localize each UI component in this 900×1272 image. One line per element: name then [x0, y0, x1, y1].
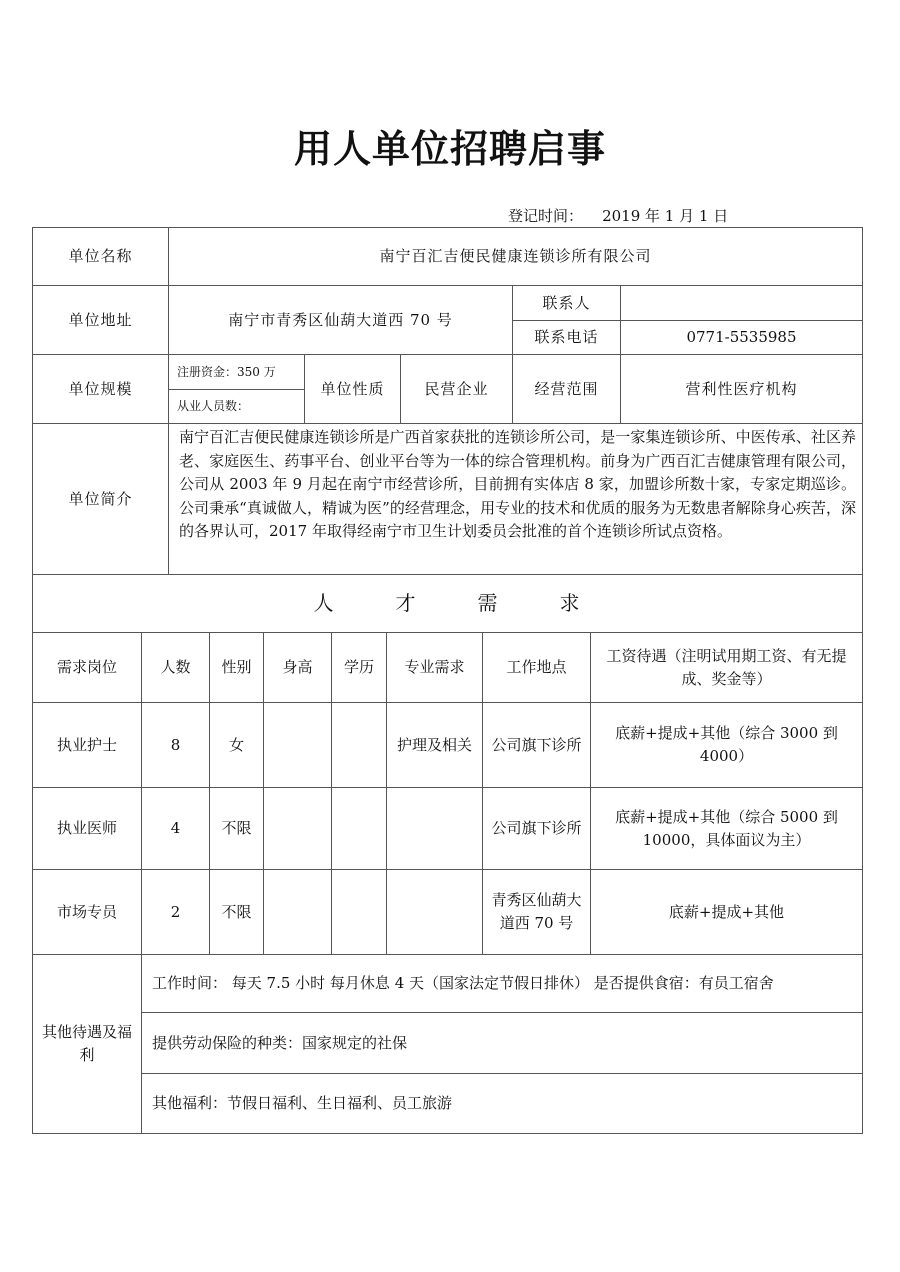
- banner-char: 求: [559, 591, 582, 615]
- contact-person-value: [620, 285, 863, 321]
- scope-value: 营利性医疗机构: [620, 354, 863, 424]
- nature-label: 单位性质: [304, 354, 401, 424]
- talent-banner: [32, 574, 863, 633]
- row-1-gender: 女: [209, 702, 264, 788]
- registration-value: 2019 年 1 月 1 日: [602, 207, 729, 225]
- banner-char: 人: [313, 591, 336, 615]
- header-education: 学历: [331, 632, 387, 703]
- header-position: 需求岗位: [32, 632, 142, 703]
- row-3-count: 2: [141, 869, 210, 955]
- address-label: 单位地址: [32, 285, 169, 355]
- phone-label: 联系电话: [512, 320, 621, 355]
- header-location: 工作地点: [482, 632, 591, 703]
- row-3-education: [331, 869, 387, 955]
- employee-count: 从业人员数：: [168, 389, 305, 424]
- scope-label: 经营范围: [512, 354, 621, 424]
- row-2-count: 4: [141, 787, 210, 870]
- row-2-gender: 不限: [209, 787, 264, 870]
- row-2-salary: 底薪+提成+其他（综合 5000 到 10000，具体面议为主）: [590, 787, 863, 870]
- nature-value: 民营企业: [400, 354, 513, 424]
- row-3-height: [263, 869, 332, 955]
- registration-label: 登记时间：: [508, 207, 584, 225]
- registered-capital: 注册资金：350 万: [168, 354, 305, 390]
- address-value: 南宁市青秀区仙葫大道西 70 号: [168, 285, 513, 355]
- row-3-major: [386, 869, 483, 955]
- header-count: 人数: [141, 632, 210, 703]
- row-1-count: 8: [141, 702, 210, 788]
- row-3-salary: 底薪+提成+其他: [590, 869, 863, 955]
- company-name-label: 单位名称: [32, 227, 169, 286]
- intro-text: 南宁百汇吉便民健康连锁诊所是广西首家获批的连锁诊所公司，是一家集连锁诊所、中医传承、社区养老、家庭医生、药事平台、创业平台等为一体的综合管理机构。前身为广西百汇吉健康管理有限公司，公司从 2003 年 9 月起在南宁市经营诊所，目前拥有实体店 8 家，加盟诊所数十家，专家定期巡诊。公司秉承“真诚做人，精诚为医”的经营理念，用专业的技术和优质的服务为无数患者解除身心疾苦，深的各界认可，2017 年取得经南宁市卫生计划委员会批准的首个连锁诊所试点资格。: [168, 423, 863, 575]
- banner-char: 才: [395, 591, 418, 615]
- header-major: 专业需求: [386, 632, 483, 703]
- benefits-work-time: 工作时间： 每天 7.5 小时 每月休息 4 天（国家法定节假日排休） 是否提供食宿：有员工宿舍: [141, 954, 863, 1013]
- row-2-major: [386, 787, 483, 870]
- header-gender: 性别: [209, 632, 264, 703]
- banner-char: 需: [477, 591, 500, 615]
- contact-person-label: 联系人: [512, 285, 621, 321]
- benefits-insurance: 提供劳动保险的种类：国家规定的社保: [141, 1012, 863, 1074]
- row-2-position: 执业医师: [32, 787, 142, 870]
- row-2-education: [331, 787, 387, 870]
- benefits-label: 其他待遇及福利: [32, 954, 142, 1134]
- intro-label: 单位简介: [32, 423, 169, 575]
- row-1-major: 护理及相关: [386, 702, 483, 788]
- row-1-height: [263, 702, 332, 788]
- row-3-location: 青秀区仙葫大道西 70 号: [482, 869, 591, 955]
- header-salary: 工资待遇（注明试用期工资、有无提成、奖金等）: [590, 632, 863, 703]
- row-1-position: 执业护士: [32, 702, 142, 788]
- company-name-value: 南宁百汇吉便民健康连锁诊所有限公司: [168, 227, 863, 286]
- phone-value: 0771-5535985: [620, 320, 863, 355]
- row-2-location: 公司旗下诊所: [482, 787, 591, 870]
- scale-label: 单位规模: [32, 354, 169, 424]
- row-2-height: [263, 787, 332, 870]
- row-3-gender: 不限: [209, 869, 264, 955]
- row-3-position: 市场专员: [32, 869, 142, 955]
- registration-date: [508, 205, 728, 226]
- page-title: 用人单位招聘启事: [293, 127, 606, 171]
- row-1-education: [331, 702, 387, 788]
- row-1-salary: 底薪+提成+其他（综合 3000 到 4000）: [590, 702, 863, 788]
- row-1-location: 公司旗下诊所: [482, 702, 591, 788]
- benefits-other: 其他福利：节假日福利、生日福利、员工旅游: [141, 1073, 863, 1134]
- header-height: 身高: [263, 632, 332, 703]
